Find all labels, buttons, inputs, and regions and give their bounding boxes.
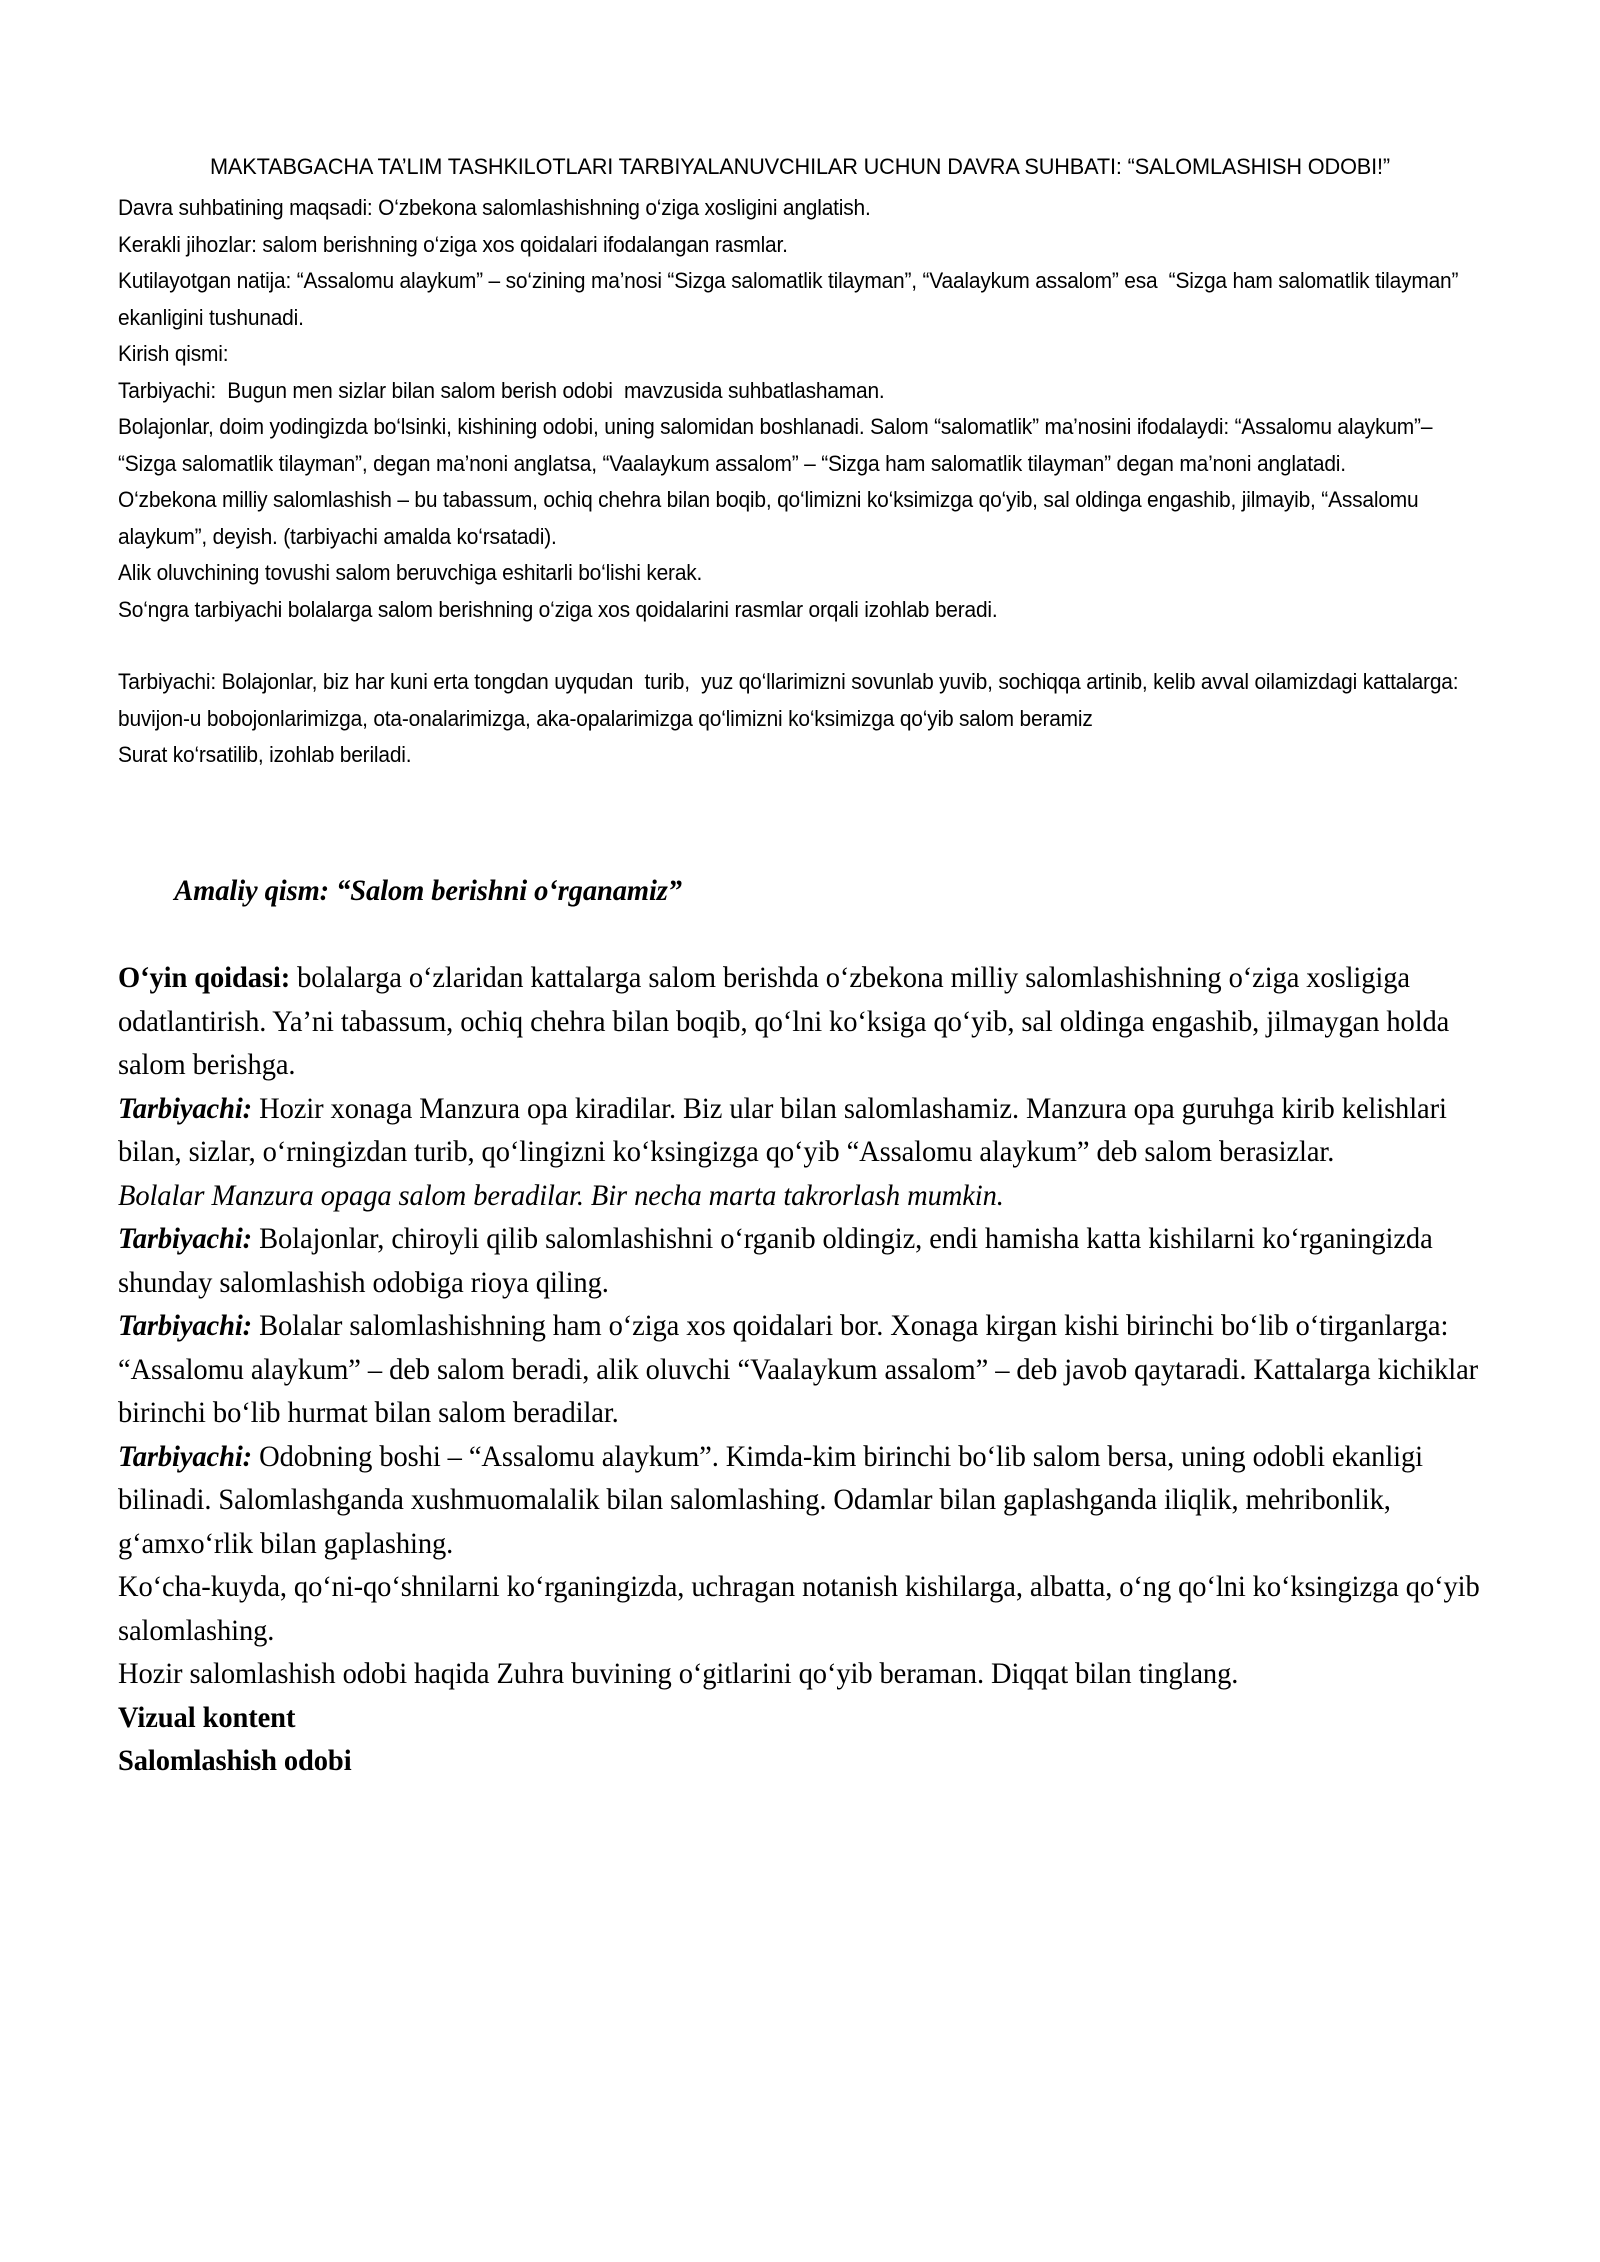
paragraph-spacer <box>118 628 1482 664</box>
document-content <box>118 150 1487 1783</box>
speaker-label-2: Tarbiyachi: <box>118 1222 253 1255</box>
intro-milliy-salomlashish: O‘zbekona milliy salomlashish – bu tabassum, ochiq chehra bilan boqib, qo‘limizni ko‘ksimizga qo‘yib, sal oldinga engashib, jilmayib, “Assalomu alaykum”, deyish. (tarbiyachi amalda ko‘rsatadi). <box>118 487 1425 549</box>
visual-content-heading <box>118 1696 1482 1740</box>
intro-natija: Kutilayotgan natija: “Assalomu alaykum” – so‘zining ma’nosi “Sizga salomatlik tilayman”, “Vaalaykum assalom” esa “Sizga ham salomatlik tilayman” ekanligini tushunadi. <box>118 268 1464 330</box>
speaker-label-1: Tarbiyachi: <box>118 1091 253 1125</box>
practical-heading <box>118 826 1482 957</box>
rule-text: bolalarga o‘zlaridan kattalarga salom berishda o‘zbekona milliy salomlashishning o‘ziga xosligiga odatlantirish. Ya’ni tabassum, ochiq chehra bilan boqib, qo‘lni ko‘ksiga qo‘yib, sal oldinga engashib, jilmaygan holda salom berishga. <box>118 961 1457 1081</box>
intro-maqsad: Davra suhbatining maqsadi: O‘zbekona salomlashishning o‘ziga xosligini anglatish. <box>118 195 871 220</box>
practical-line-2 <box>118 1217 1482 1304</box>
practical-line-4 <box>118 1435 1482 1566</box>
stage-direction-text: Bolalar Manzura opaga salom beradilar. Bir necha marta takrorlash mumkin. <box>118 1178 1004 1212</box>
section-spacer <box>118 774 1482 826</box>
visual-content-subheading-text: Salomlashish odobi <box>118 1744 352 1777</box>
line-4-text: Odobning boshi – “Assalomu alaykum”. Kimda-kim birinchi bo‘lib salom bersa, uning odobli ekanligi bilinadi. Salomlashganda xushmuomalalik bilan salomlashing. Odamlar bilan gaplashganda iliqlik, mehribonlik, g‘amxo‘rlik bilan gaplashing. <box>118 1439 1431 1560</box>
practical-line-3 <box>118 1304 1486 1435</box>
practical-heading-text: Amaliy qism: “Salom berishni o‘rganamiz” <box>174 874 682 907</box>
practical-line-1 <box>118 1087 1482 1174</box>
intro-surat: Surat ko‘rsatilib, izohlab beriladi. <box>118 742 412 767</box>
line-3-text: Bolalar salomlashishning ham o‘ziga xos qoidalari bor. Xonaga kirgan kishi birinchi bo‘lib o‘tirganlarga: “Assalomu alaykum” – deb salom beradi, alik oluvchi “Vaalaykum assalom” – deb javob qaytaradi. Kattalarga kichiklar birinchi bo‘lib hurmat bilan salom beradilar. <box>118 1309 1486 1429</box>
intro-jihozlar: Kerakli jihozlar: salom berishning o‘ziga xos qoidalari ifodalangan rasmlar. <box>118 231 788 257</box>
practical-hozir: Hozir salomlashish odobi haqida Zuhra buvining o‘gitlarini qo‘yib beraman. Diqqat bilan tinglang. <box>118 1657 1239 1690</box>
practical-rule <box>118 956 1482 1087</box>
intro-tarbiyachi-1: Tarbiyachi: Bugun men sizlar bilan salom berish odobi mavzusida suhbatlashaman. <box>118 377 885 403</box>
speaker-label-3: Tarbiyachi: <box>118 1309 253 1342</box>
intro-kirish-heading: Kirish qismi: <box>118 341 229 366</box>
intro-songra: So‘ngra tarbiyachi bolalarga salom berishning o‘ziga xos qoidalarini rasmlar orqali izohlab beradi. <box>118 596 998 622</box>
page-title: MAKTABGACHA TA’LIM TASHKILOTLARI TARBIYALANUVCHILAR UCHUN DAVRA SUHBATI: “SALOMLASHISH ODOBI!” <box>209 154 1391 179</box>
practical-section <box>118 826 1487 1783</box>
speaker-label-4: Tarbiyachi: <box>118 1439 253 1473</box>
rule-label: O‘yin qoidasi: <box>118 961 291 994</box>
line-2-text: Bolajonlar, chiroyli qilib salomlashishni o‘rganib oldingiz, endi hamisha katta kishilarni ko‘rganingizda shunday salomlashish odobiga rioya qiling. <box>118 1222 1440 1299</box>
visual-content-subheading <box>118 1739 1482 1783</box>
intro-tarbiyachi-2: Tarbiyachi: Bolajonlar, biz har kuni erta tongdan uyqudan turib, yuz qo‘llarimizni sovunlab yuvib, sochiqqa artinib, kelib avval oilamizdagi kattalarga: buvijon-u bobojonlarimizga, ota-onalarimizga, aka-opalarimizga qo‘limizni ko‘ksimizga qo‘yib salom beramiz <box>118 669 1465 731</box>
intro-bolajonlar: Bolajonlar, doim yodingizda bo‘lsinki, kishining odobi, uning salomidan boshlanadi. Salom “salomatlik” ma’nosini ifodalaydi: “Assalomu alaykum”– “Sizga salomatlik tilayman”, degan ma’noni anglatsa, “Vaalaykum assalom” – “Sizga ham salomatlik tilayman” degan ma’noni anglatadi. <box>118 414 1438 476</box>
intro-section <box>118 190 1482 774</box>
practical-stage-direction <box>118 1174 1482 1218</box>
practical-kocha-kuyda: Ko‘cha-kuyda, qo‘ni-qo‘shnilarni ko‘rganingizda, uchragan notanish kishilarga, albatta, o‘ng qo‘lni ko‘ksingizga qo‘yib salomlashing. <box>118 1570 1487 1647</box>
line-1-text: Hozir xonaga Manzura opa kiradilar. Biz ular bilan salomlashamiz. Manzura opa guruhga kirib kelishlari bilan, sizlar, o‘rningizdan turib, qo‘lingizni ko‘ksingizga qo‘yib “Assalomu alaykum” deb salom berasizlar. <box>118 1091 1454 1168</box>
visual-content-heading-text: Vizual kontent <box>118 1700 296 1734</box>
intro-alik: Alik oluvchining tovushi salom beruvchiga eshitarli bo‘lishi kerak. <box>118 560 703 585</box>
